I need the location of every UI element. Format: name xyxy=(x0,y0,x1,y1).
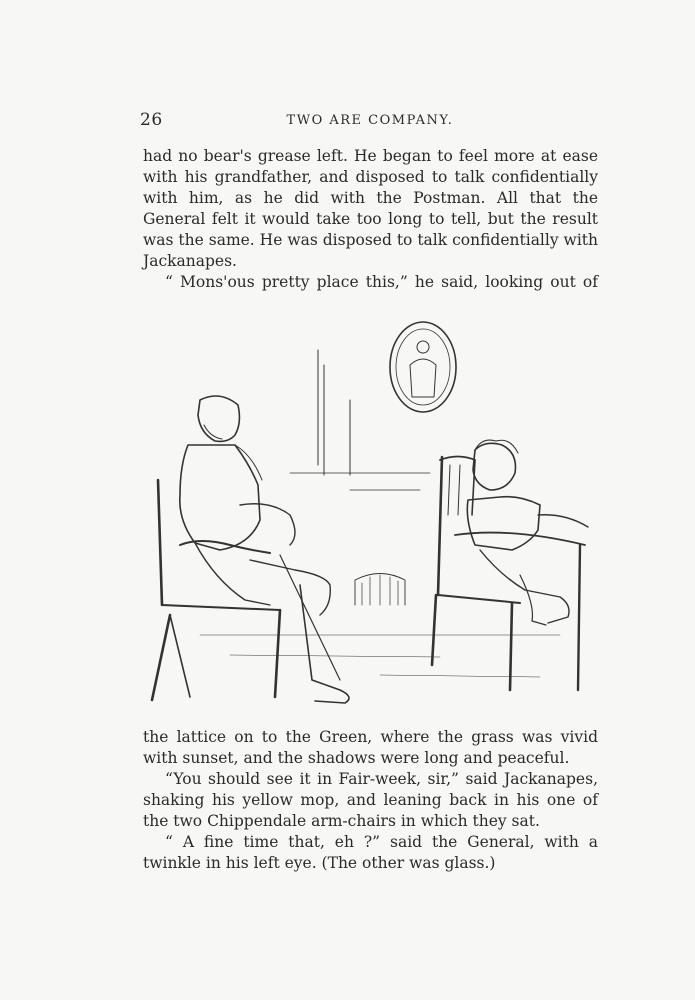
text-block-top xyxy=(143,146,598,293)
running-head: TWO ARE COMPANY. xyxy=(286,113,454,128)
paragraph: had no bear's grease left. He began to feel more at ease with his grandfather, and disposed to talk confidentially with him, as he did with the Postman. All that the General felt it would take too long to tell, but the result was the same. He was disposed to talk confidentially with Jackanapes. xyxy=(143,147,598,270)
paragraph: “ A fine time that, eh ?” said the General, with a twinkle in his left eye. (The other was glass.) xyxy=(143,833,598,872)
page-number: 26 xyxy=(140,110,163,130)
illustration-general-and-jackanapes xyxy=(140,305,600,715)
text-block-bottom xyxy=(143,727,598,874)
paragraph: “You should see it in Fair-week, sir,” said Jackanapes, shaking his yellow mop, and leaning back in his one of the two Chippendale arm-chairs in which they sat. xyxy=(143,770,598,830)
page-header xyxy=(140,110,600,134)
paragraph: “ Mons'ous pretty place this,” he said, looking out of xyxy=(165,273,598,291)
paragraph: the lattice on to the Green, where the grass was vivid with sunset, and the shadows were long and peaceful. xyxy=(143,728,598,767)
illustration-drawing xyxy=(140,305,600,715)
